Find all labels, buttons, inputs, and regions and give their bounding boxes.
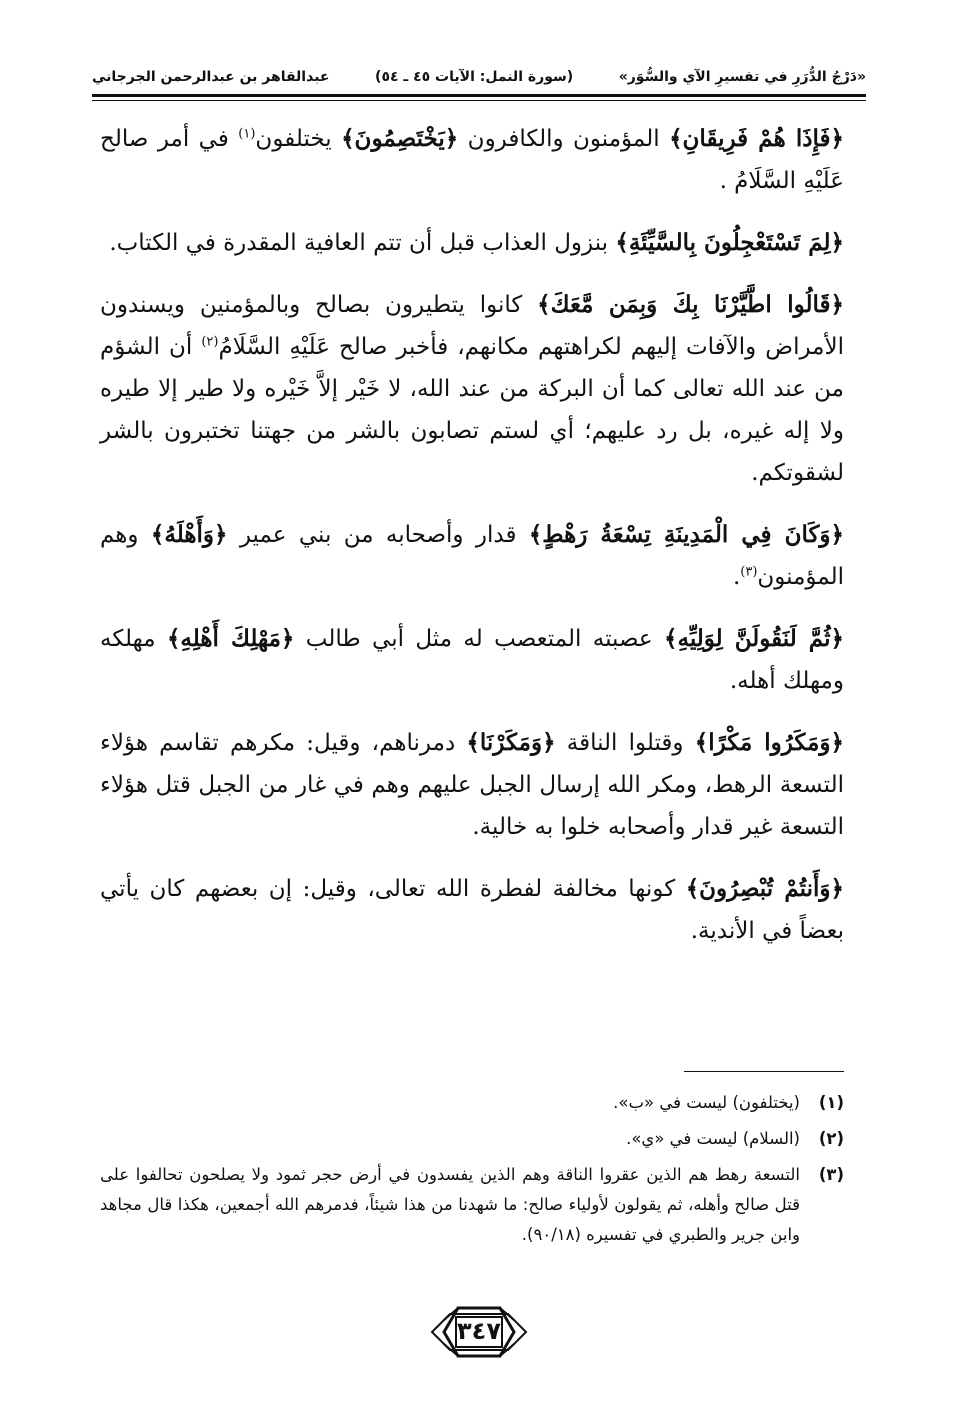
footnote-number: (١) [818, 1093, 844, 1112]
paragraph-4 [100, 514, 844, 598]
footnote-number: (٣) [818, 1165, 844, 1184]
footnotes [100, 1088, 844, 1256]
footnote-marker[interactable]: (٢) [201, 334, 219, 350]
quran-verse: ﴿وَمَكَرْنَا﴾ [466, 729, 556, 756]
quran-verse: ﴿لِمَ تَسْتَعْجِلُونَ بِالسَّيِّئَةِ﴾ [615, 229, 844, 256]
commentary-text: المؤمنون والكافرون [458, 126, 670, 152]
quran-verse: ﴿قَالُوا اطَّيَّرْنَا بِكَ وَبِمَن مَّعَكَ﴾ [537, 291, 844, 318]
commentary-text: مهلكه ومهلك أهله. [100, 626, 844, 694]
commentary-text: كانوا يتطيرون بصالح وبالمؤمنين ويسندون الأمراض والآفات إليهم لكراهتهم مكانهم، فأخبر صالح عَلَيْهِ السَّلَامُ [100, 292, 844, 360]
header-rule-thick [92, 94, 866, 97]
paragraph-5 [100, 618, 844, 702]
quran-verse: ﴿وَكَانَ فِي الْمَدِينَةِ تِسْعَةُ رَهْطٍ﴾ [528, 521, 845, 548]
quran-verse: ﴿فَإِذَا هُمْ فَرِيقَانِ﴾ [669, 125, 844, 152]
paragraph-1 [100, 118, 844, 202]
commentary-text: كونها مخالفة لفطرة الله تعالى، وقيل: إن بعضهم كان يأتي بعضاً في الأندية. [100, 876, 844, 944]
footnote-text: التسعة رهط هم الذين عقروا الناقة وهم الذين يفسدون في أرض حجر ثمود ولا يصلحون تحالفوا على قتل صالح وأهله، ثم يقولون لأولياء صالح: ما شهدنا من هذا شيئاً، فدمرهم الله أجمعين، هكذا قال مجاهد وابن جرير والطبري في تفسيره (٩٠/١٨). [100, 1165, 800, 1244]
commentary-text: يختلفون [255, 126, 342, 152]
page-number-ornament [424, 1300, 534, 1364]
quran-verse: ﴿وَأَنتُمْ تُبْصِرُونَ﴾ [685, 875, 844, 902]
paragraph-6 [100, 722, 844, 848]
footnote-separator [684, 1071, 844, 1072]
commentary-text: عصبته المتعصب له مثل أبي طالب [294, 626, 665, 652]
header-author: عبدالقاهر بن عبدالرحمن الجرجاني [92, 69, 330, 85]
quran-verse: ﴿يَخْتَصِمُونَ﴾ [341, 125, 459, 152]
footnote-marker[interactable]: (٣) [740, 564, 758, 580]
paragraph-3 [100, 284, 844, 494]
commentary-text: بنزول العذاب قبل أن تتم العافية المقدرة في الكتاب. [109, 230, 616, 256]
commentary-text: أن الشؤم من عند الله تعالى كما أن البركة من عند الله، لا خَيْر إلاَّ خَيْره ولا طير إلا طيره ولا إله غيره، بل رد عليهم؛ أي لستم تصابون بالشر من جهتنا تختبرون بالشر لشقوتكم. [100, 334, 844, 486]
footnote-3 [100, 1160, 844, 1250]
commentary-body [100, 118, 844, 952]
header-rule-thin [92, 100, 866, 101]
commentary-text: قدار وأصحابه من بني عمير [227, 522, 529, 548]
header-book-title: «دَرْجُ الدُّرَرِ في تفسيرِ الآي والسُّوَر» [618, 69, 866, 85]
quran-verse: ﴿وَأَهْلَهُ﴾ [150, 521, 228, 548]
footnote-2 [100, 1124, 844, 1154]
footnote-text: (السلام) ليست في «ي». [626, 1129, 800, 1148]
footnote-1 [100, 1088, 844, 1118]
commentary-text: وقتلوا الناقة [555, 730, 695, 756]
paragraph-7 [100, 868, 844, 952]
commentary-text: في أمر صالح عَلَيْهِ السَّلَامُ . [100, 126, 844, 194]
quran-verse: ﴿مَهْلِكَ أَهْلِهِ﴾ [166, 625, 295, 652]
running-header [92, 62, 866, 92]
commentary-text: وهم المؤمنون [100, 522, 844, 590]
footnote-number: (٢) [818, 1129, 844, 1148]
commentary-text: . [732, 564, 741, 590]
quran-verse: ﴿وَمَكَرُوا مَكْرًا﴾ [694, 729, 844, 756]
footnote-text: (يختلفون) ليست في «ب». [613, 1093, 800, 1112]
quran-verse: ﴿ثُمَّ لَنَقُولَنَّ لِوَلِيِّهِ﴾ [664, 625, 844, 652]
commentary-text: دمرناهم، وقيل: مكرهم تقاسم هؤلاء التسعة الرهط، ومكر الله إرسال الجبل عليهم وهم في غار من الجبل قتل هؤلاء التسعة غير قدار وأصحابه خلوا به خالية. [100, 730, 844, 840]
footnote-marker[interactable]: (١) [238, 126, 256, 142]
page-number: ٣٤٧ [457, 1317, 501, 1345]
header-surah-range: (سورة النمل: الآيات ٤٥ ـ ٥٤) [375, 69, 574, 85]
paragraph-2 [100, 222, 844, 264]
